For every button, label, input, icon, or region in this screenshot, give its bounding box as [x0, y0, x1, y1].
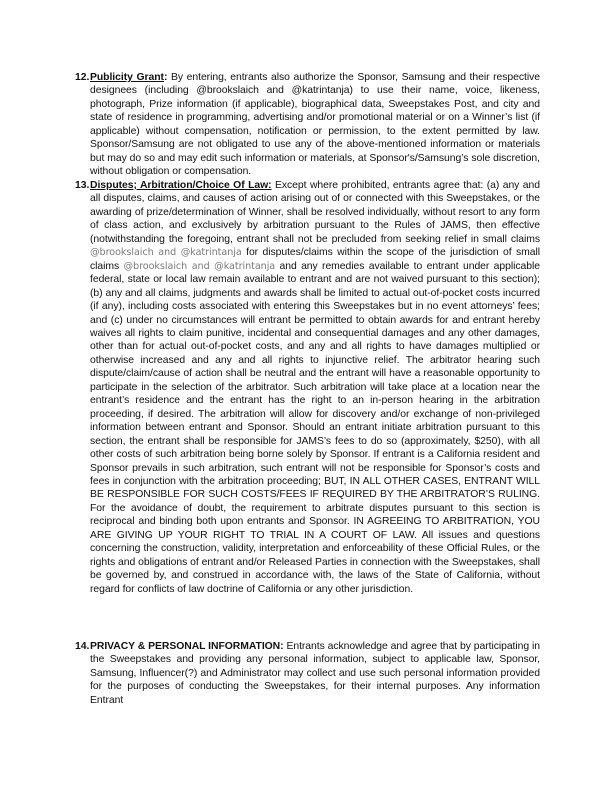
section-body: By entering, entrants also authorize the Sponsor, Samsung and their respective designees (including @brookslaich and @katrintanja) to use their name, voice, likeness, photograph, Prize information (if applicable), biographical data, Sweepstakes Post, and city and state of residence in programming, advertising and/or promotional material or on a Winner’s list (if applicable) without compensation, notification or permission, to the extent permitted by law. Sponsor/Samsung are not obligated to use any of the above-mentioned information or materials but may do so and may edit such information or materials, at Sponsor's/Samsung’s sole discretion, without obligation or compensation. — [90, 72, 541, 178]
section-number: 14. — [75, 641, 90, 652]
section-disputes-arbitration — [75, 179, 540, 596]
section-privacy-personal-information — [75, 640, 540, 707]
section-number: 12. — [75, 72, 90, 83]
section-body-part-1: Except where prohibited, entrants agree that: (a) any and all disputes, claims, and causes of action arising out of or connected with this Sweepstakes, or the awarding of prize/determination of Winner, shall be resolved individually, without resort to any form of class action, and exclusively by arbitration pursuant to the Rules of JAMS, then effective (notwithstanding the foregoing, entrant shall not be precluded from seeking relief in small claims — [90, 180, 540, 245]
mention-text: @brookslaich and @katrintanja — [90, 247, 242, 259]
section-body-part-2: for disputes/claims within the scope of the jurisdiction of small claims — [90, 247, 540, 272]
section-publicity-grant — [75, 71, 540, 179]
section-heading: Publicity Grant — [90, 72, 164, 83]
section-paragraph — [90, 179, 540, 596]
section-paragraph — [90, 640, 540, 707]
section-heading: Disputes; Arbitration/Choice Of Law: — [90, 180, 272, 191]
section-body-part-3: and any remedies available to entrant under applicable federal, state or local law remain available to entrant and are not waived pursuant to this section); (b) any and all claims, judgments and awards shall be limited to actual out-of-pocket costs incurred (if any), including costs associated with entering this Sweepstakes but in no event attorneys’ fees; and (c) under no circumstances will entrant be permitted to obtain awards for and entrant hereby waives all rights to claim punitive, incidental and consequential damages and any other damages, other than for actual out-of-pocket costs, and any and all rights to have damages multiplied or otherwise increased and any and all rights to injunctive relief. The arbitrator hearing such dispute/claim/cause of action shall be neutral and the entrant will have a reasonable opportunity to participate in the selection of the arbitrator. Such arbitration will take place at a location near the entrant’s residence and the entrant has the right to an in-person hearing in the arbitration proceeding, if desired. The arbitration will allow for discovery and/or exchange of non-privileged information between entrant and Sponsor. Should an entrant initiate arbitration pursuant to this section, the entrant shall be responsible for JAMS’s fees to do so (approximately, $250), with all other costs of such arbitration being borne solely by Sponsor. If entrant is a California resident and Sponsor prevails in such arbitration, such entrant will not be responsible for Sponsor’s costs and fees in conjunction with the arbitration proceeding; BUT, IN ALL OTHER CASES, ENTRANT WILL BE RESPONSIBLE FOR SUCH COSTS/FEES IF REQUIRED BY THE ARBITRATOR’S RULING. For the avoidance of doubt, the requirement to arbitrate disputes pursuant to this section is reciprocal and binding both upon entrants and Sponsor. IN AGREEING TO ARBITRATION, YOU ARE GIVING UP YOUR RIGHT TO TRIAL IN A COURT OF LAW. All issues and questions concerning the construction, validity, interpretation and enforceability of these Official Rules, or the rights and obligations of entrant and/or Released Parties in connection with the Sweepstakes, shall be governed by, and construed in accordance with, the laws of the State of California, without regard for conflicts of law doctrine of California or any other jurisdiction. — [90, 260, 540, 595]
section-paragraph — [90, 71, 540, 179]
section-heading: PRIVACY & PERSONAL INFORMATION: — [90, 641, 284, 652]
section-heading-colon: : — [163, 72, 168, 83]
mention-text: @brookslaich and @katrintanja — [123, 260, 276, 272]
section-body: Entrants acknowledge and agree that by participating in the Sweepstakes and providing any personal information, subject to applicable law, Sponsor, Samsung, Influencer(?) and Administrator may collect and use such personal information provided for the purposes of conducting the Sweepstakes, for their internal purposes. Any information Entrant — [90, 641, 540, 706]
section-number: 13. — [75, 180, 90, 191]
